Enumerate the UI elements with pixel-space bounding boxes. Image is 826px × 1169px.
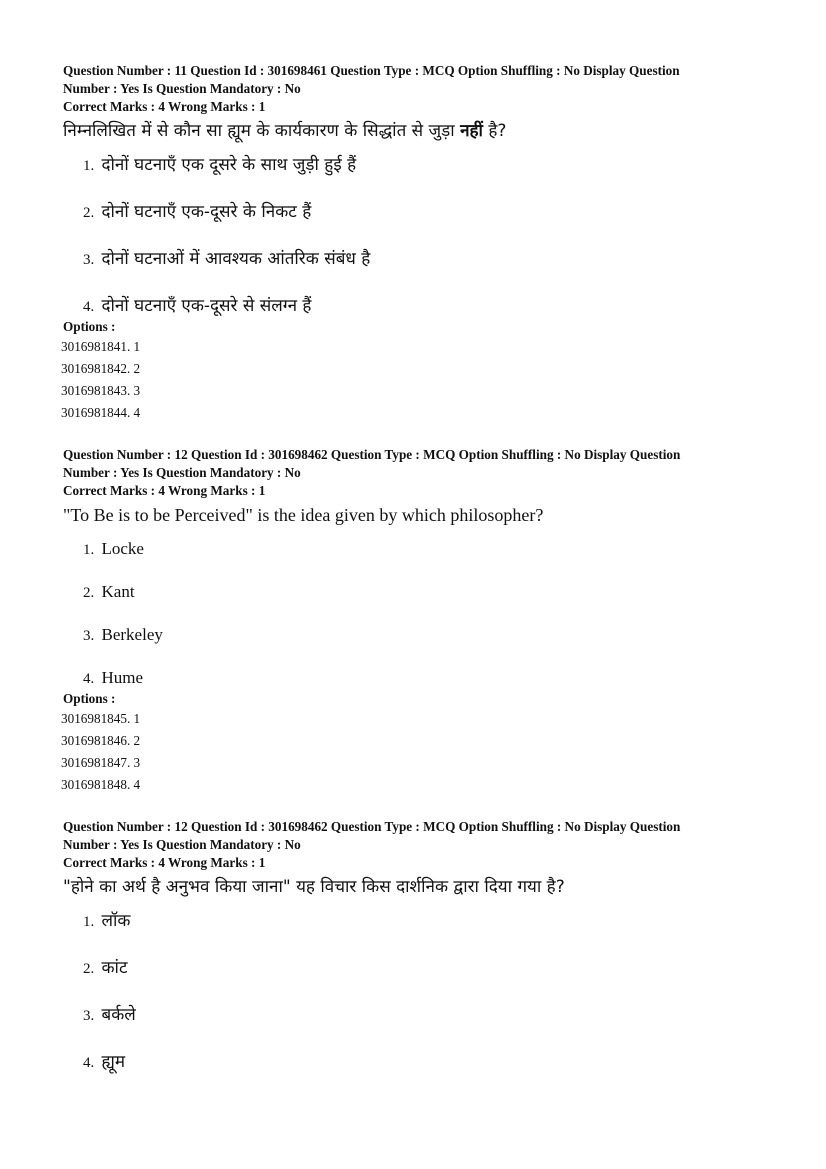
option-item (83, 248, 763, 271)
question-meta-line-1: Question Number : 11 Question Id : 301698461 Question Type : MCQ Option Shuffling : No Display Question (63, 63, 680, 78)
option-item (83, 1004, 763, 1027)
option-item (83, 295, 763, 318)
option-text: दोनों घटनाओं में आवश्यक आंतरिक संबंध है (101, 249, 371, 269)
question-text (63, 118, 763, 144)
option-text: लॉक (101, 911, 131, 931)
option-number: 2. (83, 961, 95, 977)
question-marks: Correct Marks : 4 Wrong Marks : 1 (63, 99, 266, 114)
option-text: दोनों घटनाएँ एक-दूसरे से संलग्न हैं (101, 296, 312, 316)
question-meta-line-2: Number : Yes Is Question Mandatory : No (63, 837, 301, 852)
options-label: Options : (63, 319, 116, 334)
question-meta-line-1: Question Number : 12 Question Id : 301698462 Question Type : MCQ Option Shuffling : No Display Question (63, 819, 681, 834)
question-text: "To Be is to be Perceived" is the idea given by which philosopher? (63, 505, 544, 525)
option-number: 3. (83, 1008, 95, 1024)
option-number: 1. (83, 542, 95, 558)
option-id: 3016981846. 2 (61, 733, 141, 748)
option-id: 3016981843. 3 (61, 383, 141, 398)
option-item (83, 538, 763, 561)
question-meta-line-1: Question Number : 12 Question Id : 301698462 Question Type : MCQ Option Shuffling : No Display Question (63, 447, 681, 462)
option-number: 4. (83, 299, 95, 315)
option-item (83, 624, 763, 647)
option-number: 4. (83, 1055, 95, 1071)
option-text: दोनों घटनाएँ एक दूसरे के साथ जुड़ी हुई हैं (101, 155, 357, 175)
option-number: 4. (83, 671, 95, 687)
option-number: 2. (83, 205, 95, 221)
option-item (83, 1051, 763, 1074)
document-page (63, 62, 763, 1074)
question-marks: Correct Marks : 4 Wrong Marks : 1 (63, 855, 266, 870)
option-item (83, 957, 763, 980)
question-meta-line-2: Number : Yes Is Question Mandatory : No (63, 465, 301, 480)
option-text: कांट (101, 958, 128, 978)
question-meta-line-2: Number : Yes Is Question Mandatory : No (63, 81, 301, 96)
question-text-part: है? (482, 121, 507, 141)
question-block-12-hi (63, 818, 763, 1074)
question-text-part: निम्नलिखित में से कौन सा ह्यूम के कार्यकारण के सिद्धांत से जुड़ा (63, 121, 461, 141)
option-id: 3016981848. 4 (61, 777, 141, 792)
option-number: 1. (83, 158, 95, 174)
option-text: Hume (101, 668, 144, 687)
question-marks: Correct Marks : 4 Wrong Marks : 1 (63, 483, 266, 498)
option-number: 3. (83, 252, 95, 268)
option-id: 3016981845. 1 (61, 711, 141, 726)
option-text: ह्यूम (101, 1052, 126, 1072)
option-text: दोनों घटनाएँ एक-दूसरे के निकट हैं (101, 202, 312, 222)
question-text-emphasis: नहीं (460, 121, 483, 141)
option-item (83, 201, 763, 224)
option-item (83, 154, 763, 177)
option-text: Berkeley (101, 625, 163, 644)
option-item (83, 667, 763, 690)
option-text: Locke (101, 539, 144, 558)
option-id: 3016981842. 2 (61, 361, 141, 376)
option-id: 3016981841. 1 (61, 339, 141, 354)
option-text: Kant (101, 582, 135, 601)
option-number: 3. (83, 628, 95, 644)
option-id: 3016981847. 3 (61, 755, 141, 770)
option-id: 3016981844. 4 (61, 405, 141, 420)
options-label: Options : (63, 691, 116, 706)
option-list (63, 154, 763, 318)
option-text: बर्कले (101, 1005, 136, 1025)
question-block-12-en (63, 446, 763, 796)
question-block-11 (63, 62, 763, 424)
question-text: "होने का अर्थ है अनुभव किया जाना" यह विचार किस दार्शनिक द्वारा दिया गया है? (63, 877, 565, 897)
option-item (83, 910, 763, 933)
option-number: 1. (83, 914, 95, 930)
option-item (83, 581, 763, 604)
option-list (63, 910, 763, 1074)
option-list (63, 538, 763, 690)
option-number: 2. (83, 585, 95, 601)
